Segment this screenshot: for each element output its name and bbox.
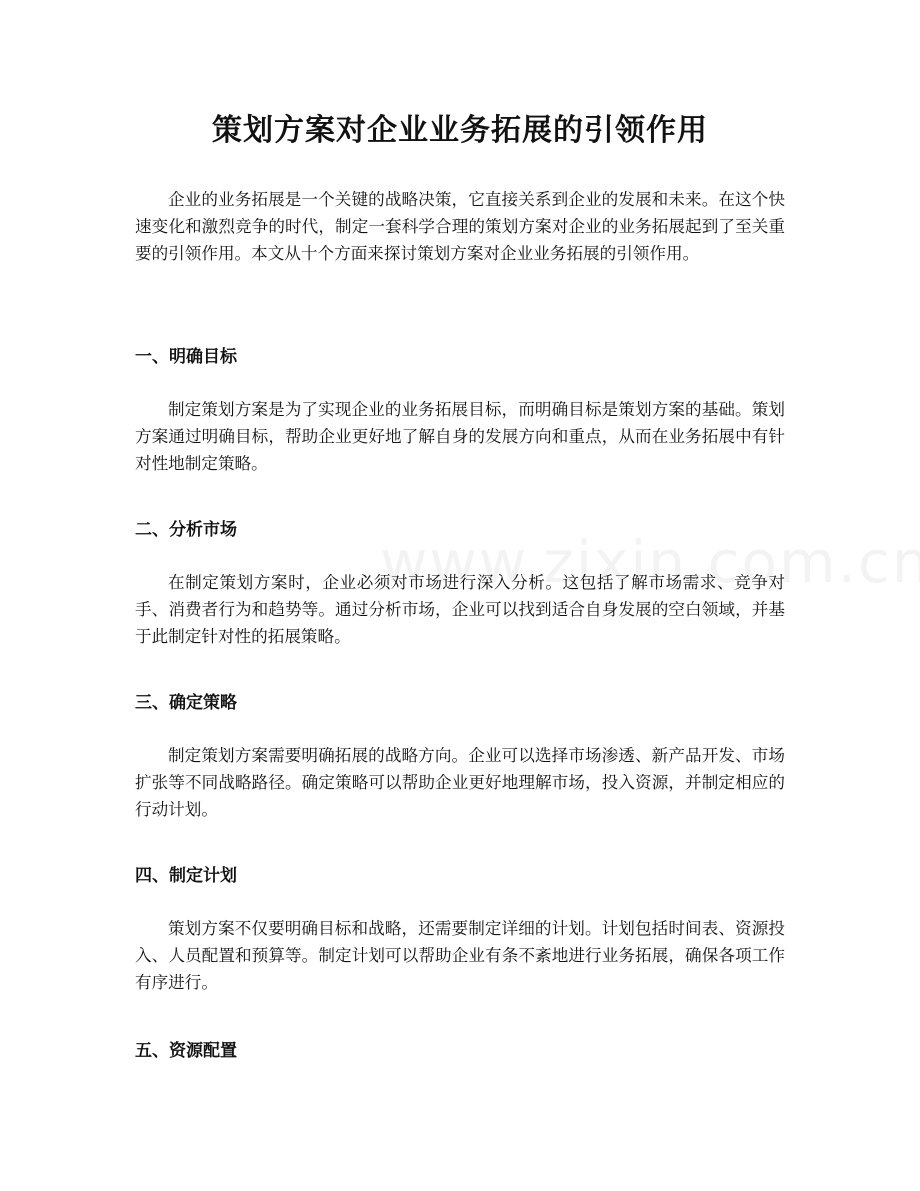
section-body-2: 在制定策划方案时，企业必须对市场进行深入分析。这包括了解市场需求、竞争对手、消费者行为和趋势等。通过分析市场，企业可以找到适合自身发展的空白领域，并基于此制定针对性的拓展策略。 [135,573,785,646]
section-body-4: 策划方案不仅要明确目标和战略，还需要制定详细的计划。计划包括时间表、资源投入、人员配置和预算等。制定计划可以帮助企业有条不紊地进行业务拓展，确保各项工作有序进行。 [135,919,785,992]
section-body-3: 制定策划方案需要明确拓展的战略方向。企业可以选择市场渗透、新产品开发、市场扩张等不同战略路径。确定策略可以帮助企业更好地理解市场，投入资源，并制定相应的行动计划。 [135,746,785,819]
section-heading-3: 三、确定策略 [135,693,237,713]
document-title: 策划方案对企业业务拓展的引领作用 [212,113,708,148]
section-heading-2: 二、分析市场 [135,520,237,540]
section-heading-5: 五、资源配置 [135,1041,237,1061]
section-heading-1: 一、明确目标 [135,347,237,367]
section-body-1: 制定策划方案是为了实现企业的业务拓展目标，而明确目标是策划方案的基础。策划方案通过明确目标，帮助企业更好地了解自身的发展方向和重点，从而在业务拓展中有针对性地制定策略。 [135,400,785,473]
section-heading-4: 四、制定计划 [135,866,237,886]
intro-paragraph: 企业的业务拓展是一个关键的战略决策，它直接关系到企业的发展和未来。在这个快速变化和激烈竞争的时代，制定一套科学合理的策划方案对企业的业务拓展起到了至关重要的引领作用。本文从十个方面来探讨策划方案对企业业务拓展的引领作用。 [135,190,785,263]
